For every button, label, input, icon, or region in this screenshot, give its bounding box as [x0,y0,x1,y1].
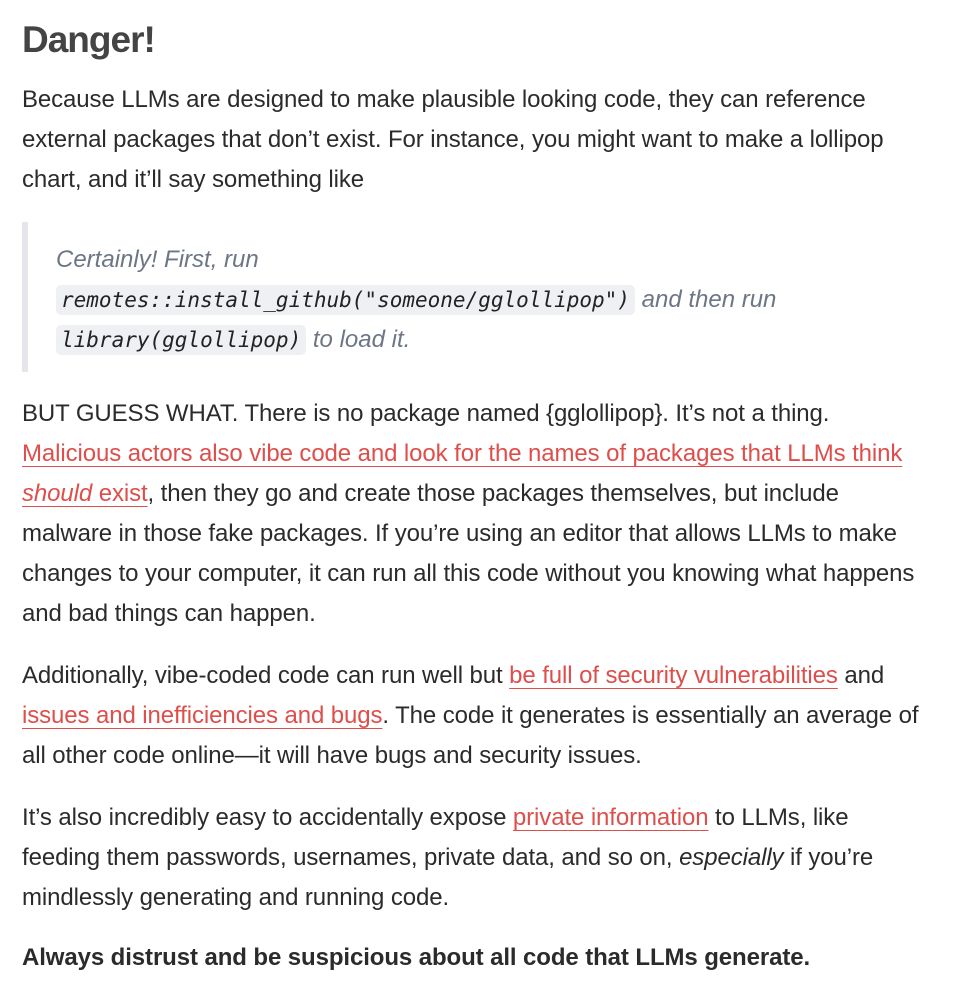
inefficiencies-bugs-link[interactable]: issues and inefficiencies and bugs [22,702,383,729]
malicious-link-text-2: exist [92,480,148,507]
private-text-3: if you’re mindlessly generating and running code. [22,844,874,911]
guess-paragraph [22,394,931,634]
private-information-link[interactable]: private information [512,804,709,831]
quote-text-before: Certainly! First, run [56,246,259,273]
quote-text-after: to load it. [312,326,411,353]
guess-text-start: BUT GUESS WHAT. There is no package named {gglollipop}. It’s not a thing. [22,400,830,427]
private-text-1: It’s also incredibly easy to accidentally expose [22,804,513,831]
quote-text-middle: and then run [641,286,777,313]
additional-text-3: . The code it generates is essentially an average of all other code online—it will have bugs and security issues. [22,702,919,769]
guess-text-end: , then they go and create those packages themselves, but include malware in those fake packages. If you’re using an editor that allows LLMs to make changes to your computer, it can run all this code without you knowing what happens and bad things can happen. [22,480,915,627]
security-vulnerabilities-link[interactable]: be full of security vulnerabilities [509,662,838,689]
private-info-paragraph [22,798,931,918]
malicious-link-text-1: Malicious actors also vibe code and look for the names of packages that LLMs think [22,440,903,467]
section-heading: Danger! [22,19,155,60]
closing-warning: Always distrust and be suspicious about all code that LLMs generate. [22,944,811,971]
private-emphasis: especially [679,844,784,871]
intro-paragraph: Because LLMs are designed to make plausible looking code, they can reference external packages that don’t exist. For instance, you might want to make a lollipop chart, and it’ll say something like [22,86,884,193]
library-code-snippet: library(gglollipop) [56,325,306,355]
additional-paragraph [22,656,931,776]
private-text-2: to LLMs, like feeding them passwords, usernames, private data, and so on, [22,804,849,871]
additional-text-2: and [837,662,885,689]
additional-text-1: Additionally, vibe-coded code can run well but [22,662,510,689]
malicious-link-emphasis: should [22,480,93,507]
example-quote [22,222,931,372]
install-code-snippet: remotes::install_github("someone/gglollipop") [56,285,635,315]
